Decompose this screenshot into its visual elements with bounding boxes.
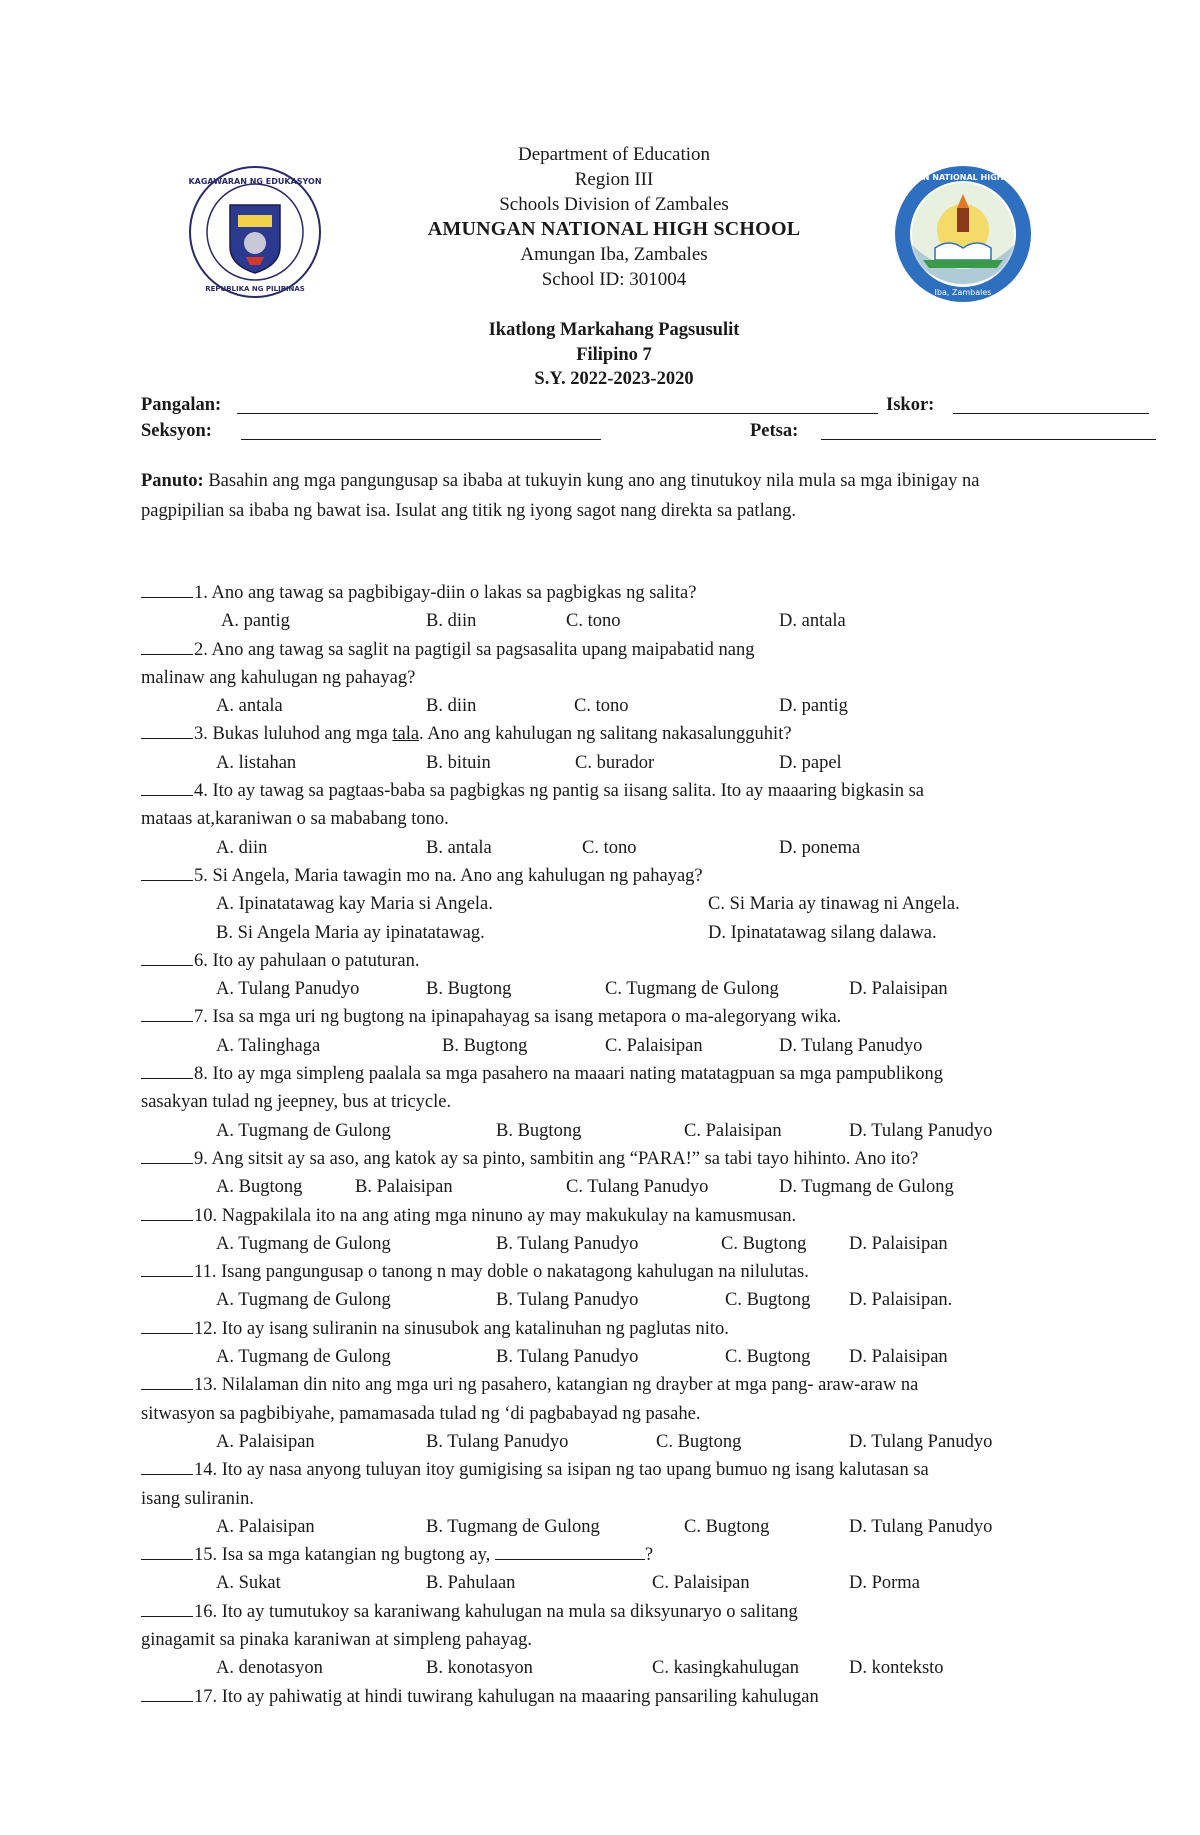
option-b: B. konotasyon: [426, 1658, 533, 1679]
question-number: 2.: [194, 639, 208, 660]
question-7: [141, 1003, 1081, 1060]
option-c: C. Si Maria ay tinawag ni Angela.: [708, 894, 960, 915]
question-8: [141, 1060, 1081, 1145]
option-d: D. Palaisipan: [849, 979, 948, 1000]
question-6: [141, 947, 1081, 1004]
answer-blank[interactable]: [141, 1202, 193, 1221]
name-label: Pangalan:: [141, 395, 222, 415]
question-10: [141, 1202, 1081, 1259]
option-a: A. listahan: [216, 752, 297, 773]
option-c: C. Bugtong: [684, 1516, 770, 1537]
option-a: A. Tugmang de Gulong: [216, 1233, 391, 1254]
directions: [141, 466, 1061, 526]
question-number: 4.: [194, 781, 208, 802]
option-a: A. denotasyon: [216, 1658, 323, 1679]
question-number: 5.: [194, 865, 208, 886]
question-text: Ano ang tawag sa pagbibigay-diin o lakas sa pagbigkas ng salita?: [211, 583, 697, 603]
option-b: B. Bugtong: [442, 1035, 528, 1056]
question-3: [141, 720, 1081, 777]
option-d: D. Tulang Panudyo: [849, 1120, 993, 1141]
answer-blank[interactable]: [141, 1371, 193, 1390]
question-1: [141, 579, 1081, 636]
option-a: A. pantig: [221, 611, 290, 632]
option-c: C. Palaisipan: [684, 1120, 782, 1141]
score-label: Iskor:: [886, 395, 935, 415]
option-a: A. Tugmang de Gulong: [216, 1347, 391, 1368]
option-d: D. antala: [779, 611, 846, 632]
answer-blank[interactable]: [141, 1060, 193, 1079]
question-text: Si Angela, Maria tawagin mo na. Ano ang kahulugan ng pahayag?: [212, 865, 703, 886]
option-d: D. ponema: [779, 837, 861, 858]
option-a: A. diin: [216, 837, 268, 858]
question-text: Ito ay pahiwatig at hindi tuwirang kahulugan na maaaring pansariling kahulugan: [221, 1686, 819, 1707]
directions-text: Basahin ang mga pangungusap sa ibaba at tukuyin kung ano ang tinutukoy nila mula sa mga ibinigay na pagpipilian sa ibaba ng bawat isa. Isulat ang titik ng iyong sagot nang direkta sa patlang.: [141, 471, 980, 521]
school-year: S.Y. 2022-2023-2020: [534, 369, 694, 389]
school-name: AMUNGAN NATIONAL HIGH SCHOOL: [427, 218, 801, 240]
question-text-rest: . Ano ang kahulugan ng salitang nakasalungguhit?: [419, 724, 792, 745]
question-2: [141, 636, 1081, 721]
question-text-continued: ginagamit sa pinaka karaniwan at simpleng pahayag.: [141, 1629, 532, 1650]
option-b: B. antala: [426, 837, 492, 858]
question-13: [141, 1371, 1081, 1456]
option-b: B. Tulang Panudyo: [496, 1347, 639, 1368]
exam-subject: Filipino 7: [576, 344, 652, 365]
question-number: 17.: [194, 1686, 218, 1707]
option-d: D. Palaisipan: [849, 1233, 948, 1254]
answer-blank[interactable]: [141, 1003, 193, 1022]
question-text: Nilalaman din nito ang mga uri ng pasahero, katangian ng drayber at mga pang- araw-araw na: [221, 1375, 919, 1396]
answer-blank[interactable]: [141, 1456, 193, 1475]
option-a: A. Tugmang de Gulong: [216, 1120, 391, 1141]
option-d: D. Palaisipan: [849, 1347, 948, 1368]
question-text-continued: mataas at,karaniwan o sa mababang tono.: [141, 809, 449, 830]
option-a: A. Tulang Panudyo: [216, 979, 360, 1000]
option-b: B. Bugtong: [426, 979, 512, 1000]
option-b: B. Si Angela Maria ay ipinatatawag.: [216, 922, 485, 943]
question-text: Nagpakilala ito na ang ating mga ninuno ay may makukulay na kamusmusan.: [221, 1205, 797, 1226]
question-number: 15.: [194, 1545, 218, 1566]
region-name: Region III: [574, 169, 654, 190]
name-field[interactable]: [237, 412, 878, 414]
option-d: D. Tulang Panudyo: [849, 1431, 993, 1452]
question-number: 12.: [194, 1318, 218, 1339]
answer-blank[interactable]: [141, 1315, 193, 1334]
option-c: C. tono: [574, 696, 629, 717]
option-d: D. Tugmang de Gulong: [779, 1177, 954, 1198]
option-b: B. Pahulaan: [426, 1573, 516, 1594]
option-c: C. kasingkahulugan: [652, 1658, 799, 1679]
question-number: 7.: [194, 1007, 208, 1028]
option-a: A. Ipinatatawag kay Maria si Angela.: [216, 894, 493, 915]
question-text: Isa sa mga uri ng bugtong na ipinapahayag sa isang metapora o ma-alegoryang wika.: [212, 1007, 842, 1028]
underlined-word: tala: [392, 724, 420, 745]
question-list: [141, 579, 1081, 1711]
question-text-rest: ?: [644, 1545, 654, 1566]
student-info-fields: [141, 392, 1041, 444]
school-address: Amungan Iba, Zambales: [520, 244, 708, 265]
option-b: B. diin: [426, 611, 477, 632]
answer-blank[interactable]: [141, 636, 193, 655]
option-d: D. Ipinatatawag silang dalawa.: [708, 922, 937, 943]
answer-blank[interactable]: [141, 1541, 193, 1560]
option-c: C. burador: [575, 752, 655, 773]
question-number: 8.: [194, 1064, 208, 1085]
option-c: C. Tugmang de Gulong: [605, 979, 779, 1000]
question-number: 9.: [194, 1148, 208, 1169]
option-d: D. Tulang Panudyo: [779, 1035, 923, 1056]
question-text: Isa sa mga katangian ng bugtong ay,: [221, 1545, 495, 1566]
option-a: A. Palaisipan: [216, 1516, 315, 1537]
question-text: Ito ay tumutukoy sa karaniwang kahulugan na mula sa diksyunaryo o salitang: [221, 1601, 798, 1622]
question-number: 6.: [194, 950, 208, 971]
question-text: Isang pangungusap o tanong n may doble o nakatagong kahulugan na nilulutas.: [221, 1262, 809, 1283]
question-number: 10.: [194, 1205, 218, 1226]
question-text-continued: sitwasyon sa pagbibiyahe, pamamasada tulad ng ‘di pagbabayad ng pasahe.: [141, 1403, 701, 1424]
question-text-continued: isang suliranin.: [141, 1488, 255, 1509]
option-d: D. Porma: [849, 1573, 920, 1594]
option-d: D. Tulang Panudyo: [849, 1516, 993, 1537]
question-17: [141, 1683, 1081, 1711]
exam-title: Ikatlong Markahang Pagsusulit: [488, 320, 740, 340]
question-number: 14.: [194, 1460, 218, 1481]
question-12: [141, 1315, 1081, 1372]
question-text: Ito ay nasa anyong tuluyan itoy gumigising sa isipan ng tao upang bumuo ng isang kalutasan sa: [221, 1460, 929, 1481]
date-field[interactable]: [821, 438, 1156, 440]
question-text: Ito ay pahulaan o patuturan.: [212, 950, 420, 971]
option-c: C. Bugtong: [725, 1347, 811, 1368]
svg-text:REPUBLIKA NG PILIPINAS: REPUBLIKA NG PILIPINAS: [205, 285, 305, 293]
option-c: C. Palaisipan: [652, 1573, 750, 1594]
option-c: C. Bugtong: [721, 1233, 807, 1254]
question-16: [141, 1598, 1081, 1683]
answer-blank[interactable]: [141, 1258, 193, 1277]
question-number: 1.: [194, 583, 208, 603]
option-b: B. bituin: [426, 752, 491, 773]
question-text: Ito ay tawag sa pagtaas-baba sa pagbigkas ng pantig sa iisang salita. Ito ay maaaring bigkasin sa: [212, 781, 925, 802]
letterhead: [300, 142, 928, 292]
date-label: Petsa:: [750, 421, 799, 441]
question-text-continued: malinaw ang kahulugan ng pahayag?: [141, 667, 416, 688]
question-text: Ito ay isang suliranin na sinusubok ang katalinuhan ng paglutas nito.: [221, 1318, 729, 1339]
option-a: A. Palaisipan: [216, 1431, 315, 1452]
question-4: [141, 777, 1081, 862]
question-number: 16.: [194, 1601, 218, 1622]
answer-blank[interactable]: [141, 862, 193, 881]
option-c: C. Tulang Panudyo: [566, 1177, 709, 1198]
question-9: [141, 1145, 1081, 1202]
answer-blank[interactable]: [141, 947, 193, 966]
question-text: Ito ay mga simpleng paalala sa mga pasahero na maaari nating matatagpuan sa mga pampublikong: [212, 1064, 944, 1085]
exam-title-block: [300, 318, 928, 392]
department-name: Department of Education: [517, 144, 711, 165]
option-c: C. tono: [582, 837, 637, 858]
question-number: 11.: [194, 1262, 217, 1283]
option-c: C. Bugtong: [725, 1290, 811, 1311]
division-name: Schools Division of Zambales: [499, 194, 729, 215]
svg-text:Iba, Zambales: Iba, Zambales: [934, 288, 992, 297]
option-d: D. Palaisipan.: [849, 1290, 953, 1311]
svg-text:AMUNGAN NATIONAL HIGH SCHOOL: AMUNGAN NATIONAL HIGH SCHOOL: [882, 173, 1044, 182]
option-b: B. Tugmang de Gulong: [426, 1516, 600, 1537]
option-b: B. Palaisipan: [355, 1177, 453, 1198]
option-d: D. papel: [779, 752, 842, 773]
question-number: 13.: [194, 1375, 218, 1396]
option-b: B. Tulang Panudyo: [496, 1233, 639, 1254]
option-d: D. pantig: [779, 696, 848, 717]
option-a: A. Talinghaga: [216, 1035, 321, 1056]
option-d: D. konteksto: [849, 1658, 944, 1679]
option-a: A. Bugtong: [216, 1177, 303, 1198]
directions-label: Panuto:: [141, 471, 204, 491]
answer-blank[interactable]: [141, 720, 193, 739]
option-b: B. Bugtong: [496, 1120, 582, 1141]
question-text: Ang sitsit ay sa aso, ang katok ay sa pinto, sambitin ang “PARA!” sa tabi tayo hihinto. Ano ito?: [211, 1148, 919, 1169]
question-5: [141, 862, 1081, 947]
answer-blank[interactable]: [141, 777, 193, 796]
option-c: C. Bugtong: [656, 1431, 742, 1452]
score-field[interactable]: [953, 412, 1149, 414]
answer-blank[interactable]: [141, 579, 193, 598]
question-text: Bukas luluhod ang mga: [212, 724, 393, 745]
option-a: A. antala: [216, 696, 283, 717]
option-c: C. tono: [566, 611, 621, 632]
section-field[interactable]: [241, 438, 601, 440]
question-number: 3.: [194, 724, 208, 745]
answer-blank[interactable]: [141, 1683, 193, 1702]
school-id: School ID: 301004: [541, 269, 687, 290]
question-text-continued: sasakyan tulad ng jeepney, bus at tricycle.: [141, 1092, 452, 1113]
section-label: Seksyon:: [141, 421, 212, 441]
option-b: B. diin: [426, 696, 477, 717]
option-a: A. Sukat: [216, 1573, 281, 1594]
question-14: [141, 1456, 1081, 1541]
question-text: Ano ang tawag sa saglit na pagtigil sa pagsasalita upang maipabatid nang: [211, 639, 755, 660]
answer-blank[interactable]: [141, 1145, 193, 1164]
answer-blank[interactable]: [141, 1598, 193, 1617]
question-11: [141, 1258, 1081, 1315]
question-15: [141, 1541, 1081, 1598]
option-b: B. Tulang Panudyo: [496, 1290, 639, 1311]
option-a: A. Tugmang de Gulong: [216, 1290, 391, 1311]
svg-text:KAGAWARAN NG EDUKASYON: KAGAWARAN NG EDUKASYON: [188, 177, 322, 186]
option-b: B. Tulang Panudyo: [426, 1431, 569, 1452]
option-c: C. Palaisipan: [605, 1035, 703, 1056]
fill-in-blank[interactable]: [495, 1541, 645, 1560]
